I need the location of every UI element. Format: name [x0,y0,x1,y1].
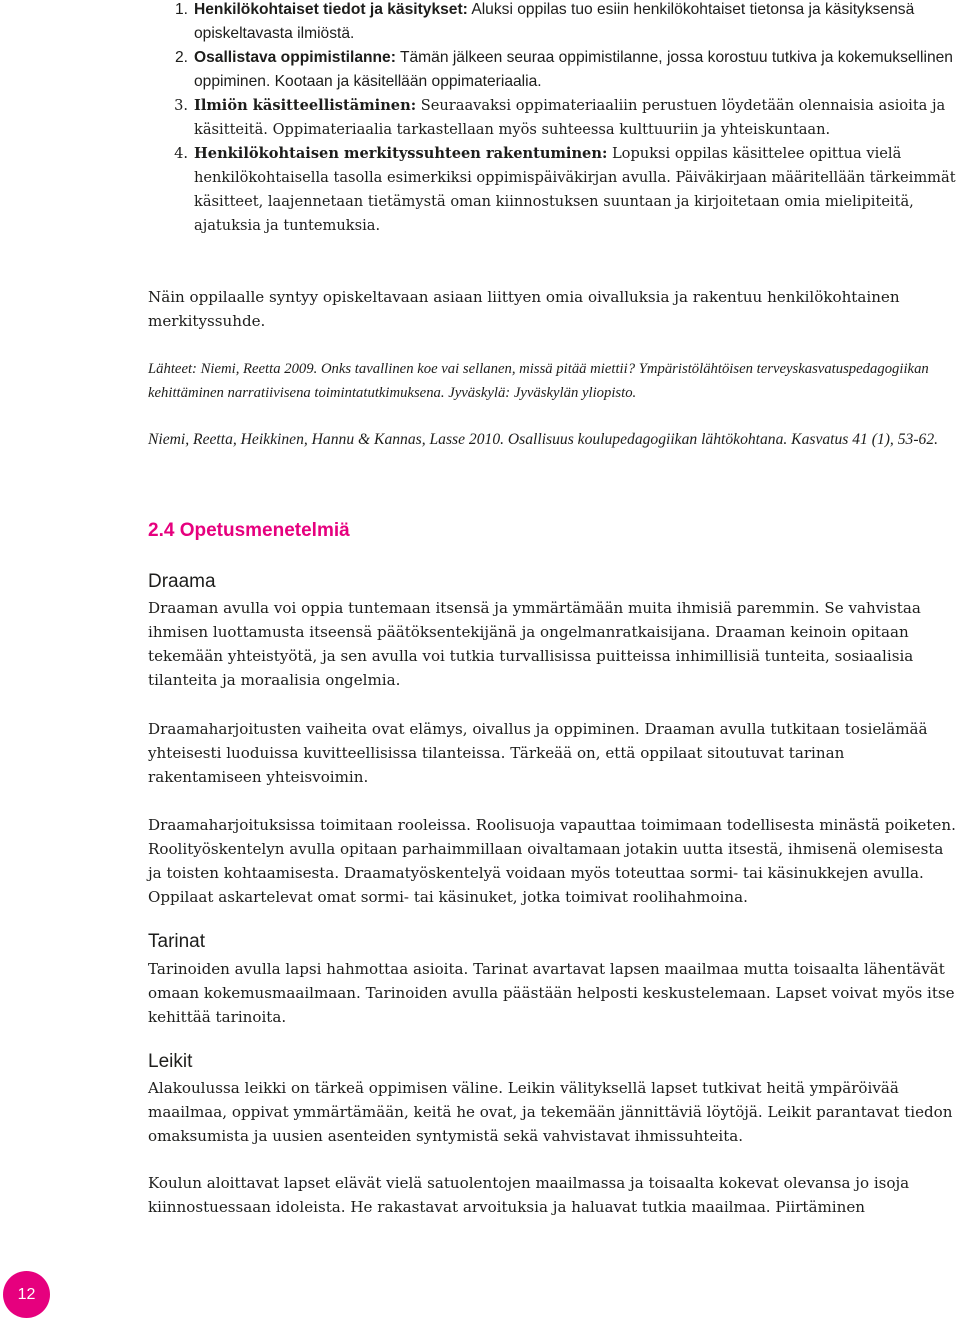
draama-paragraph-1: Draaman avulla voi oppia tuntemaan itsensä ja ymmärtämään muita ihmisiä paremmin. Se vahvistaa ihmisen luottamusta itseensä päätöksentekijänä ja ongelmanratkaisijana. Draaman keinoin opitaan tekemään yhteistyötä, ja sen avulla voi tutkia turvallisissa puitteissa inhimillisiä tunteita, sosiaalisia tilanteita ja moraalisia ongelmia. [148,599,921,689]
leikit-paragraph-2: Koulun aloittavat lapset elävät vielä satuolentojen maailmassa ja toisaalta kokevat olevansa jo isoja kiinnostuessaan idoleista. He rakastavat arvoituksia ja haluavat tutkia maailmaa. Piirtäminen [148,1174,910,1216]
step-list [174,0,959,238]
list-lead: Henkilökohtaisen merkityssuhteen rakentuminen: [194,145,608,162]
page-number-badge [3,1271,50,1318]
summary-paragraph: Näin oppilaalle syntyy opiskeltavaan asiaan liittyen omia oivalluksia ja rakentuu henkilökohtainen merkityssuhde. [148,288,900,330]
list-text: Lopuksi oppilas käsittelee opittua vielä henkilökohtaisella tasolla esimerkiksi oppimispäiväkirjan avulla. Päiväkirjaan määritellään tärkeimmät käsitteet, laajennetaan tietämystä oman kiinnostuksen suuntaan ja kirjoitetaan omia mielipiteitä, ajatuksia ja tuntemuksia. [194,145,956,234]
tarinat-paragraph-1: Tarinoiden avulla lapsi hahmottaa asioita. Tarinat avartavat lapsen maailmaa mutta toisaalta lähentävät omaan kokemusmaailmaan. Tarinoiden avulla päästään helposti keskustelemaan. Lapset voivat myös itse kehittää tarinoita. [148,960,955,1026]
list-number: 2. [174,49,188,66]
leikit-paragraph-1: Alakoulussa leikki on tärkeä oppimisen väline. Leikin välityksellä lapset tutkivat heitä ympäröivää maailmaa, oppivat ymmärtämään, keitä he ovat, ja tekemään jännittäviä löytöjä. Leikit parantavat tiedon omaksumista ja uusien asenteiden syntymistä sekä vahvistavat ihmissuhteita. [148,1079,953,1145]
draama-heading: Draama [148,571,216,592]
page-number: 12 [17,1285,36,1303]
list-text: Aluksi oppilas tuo esiin henkilökohtaiset tietonsa ja käsityksensä opiskeltavasta ilmiöstä. [194,1,915,42]
list-lead: Osallistava oppimistilanne: [194,49,396,66]
list-text: Seuraavaksi oppimateriaaliin perustuen löydetään olennaisia asioita ja käsitteitä. Oppimateriaalia tarkastellaan myös suhteessa kulttuuriin ja yhteiskuntaan. [194,97,946,138]
list-lead: Ilmiön käsitteellistäminen: [194,97,417,114]
reference-1: Lähteet: Niemi, Reetta 2009. Onks tavallinen koe vai sellanen, missä pitää miettii? Ympäristölähtöisen terveyskasvatuspedagogiikan kehittäminen narratiivisena toimintatutkimuksena. Jyväskylä: Jyväskylän yliopisto. [148,361,929,401]
list-item [174,142,959,238]
list-number: 1. [174,1,188,18]
list-lead: Henkilökohtaiset tiedot ja käsitykset: [194,1,468,18]
list-item [174,94,959,142]
list-number: 3. [174,97,188,114]
reference-2: Niemi, Reetta, Heikkinen, Hannu & Kannas, Lasse 2010. Osallisuus koulupedagogiikan lähtökohtana. Kasvatus 41 (1), 53-62. [148,431,939,448]
list-item [174,46,959,94]
list-number: 4. [174,145,188,162]
tarinat-heading: Tarinat [148,931,206,952]
draama-paragraph-3: Draamaharjoituksissa toimitaan rooleissa. Roolisuoja vapauttaa toimimaan todellisesta minästä poiketen. Roolityöskentelyn avulla opitaan parhaimmillaan oivaltamaan jotakin uutta itsestä, ihmisenä olemisesta ja toisten kohtaamisesta. Draamatyöskentelyä voidaan myös toteuttaa sormi- tai käsinukkejen avulla. Oppilaat askartelevat omat sormi- tai käsinuket, jotka toimivat roolihahmoina. [148,816,956,906]
draama-paragraph-2: Draamaharjoitusten vaiheita ovat elämys, oivallus ja oppiminen. Draaman avulla tutkitaan tosielämää yhteisesti luoduissa kuvitteellisissa tilanteissa. Tärkeää on, että oppilaat sitoutuvat tarinan rakentamiseen yhteisvoimin. [148,720,928,786]
section-title: 2.4 Opetusmenetelmiä [148,520,350,541]
leikit-heading: Leikit [148,1051,193,1072]
list-item [174,0,959,46]
list-text: Tämän jälkeen seuraa oppimistilanne, jossa korostuu tutkiva ja kokemuksellinen oppiminen. Kootaan ja käsitellään oppimateriaalia. [194,49,953,90]
